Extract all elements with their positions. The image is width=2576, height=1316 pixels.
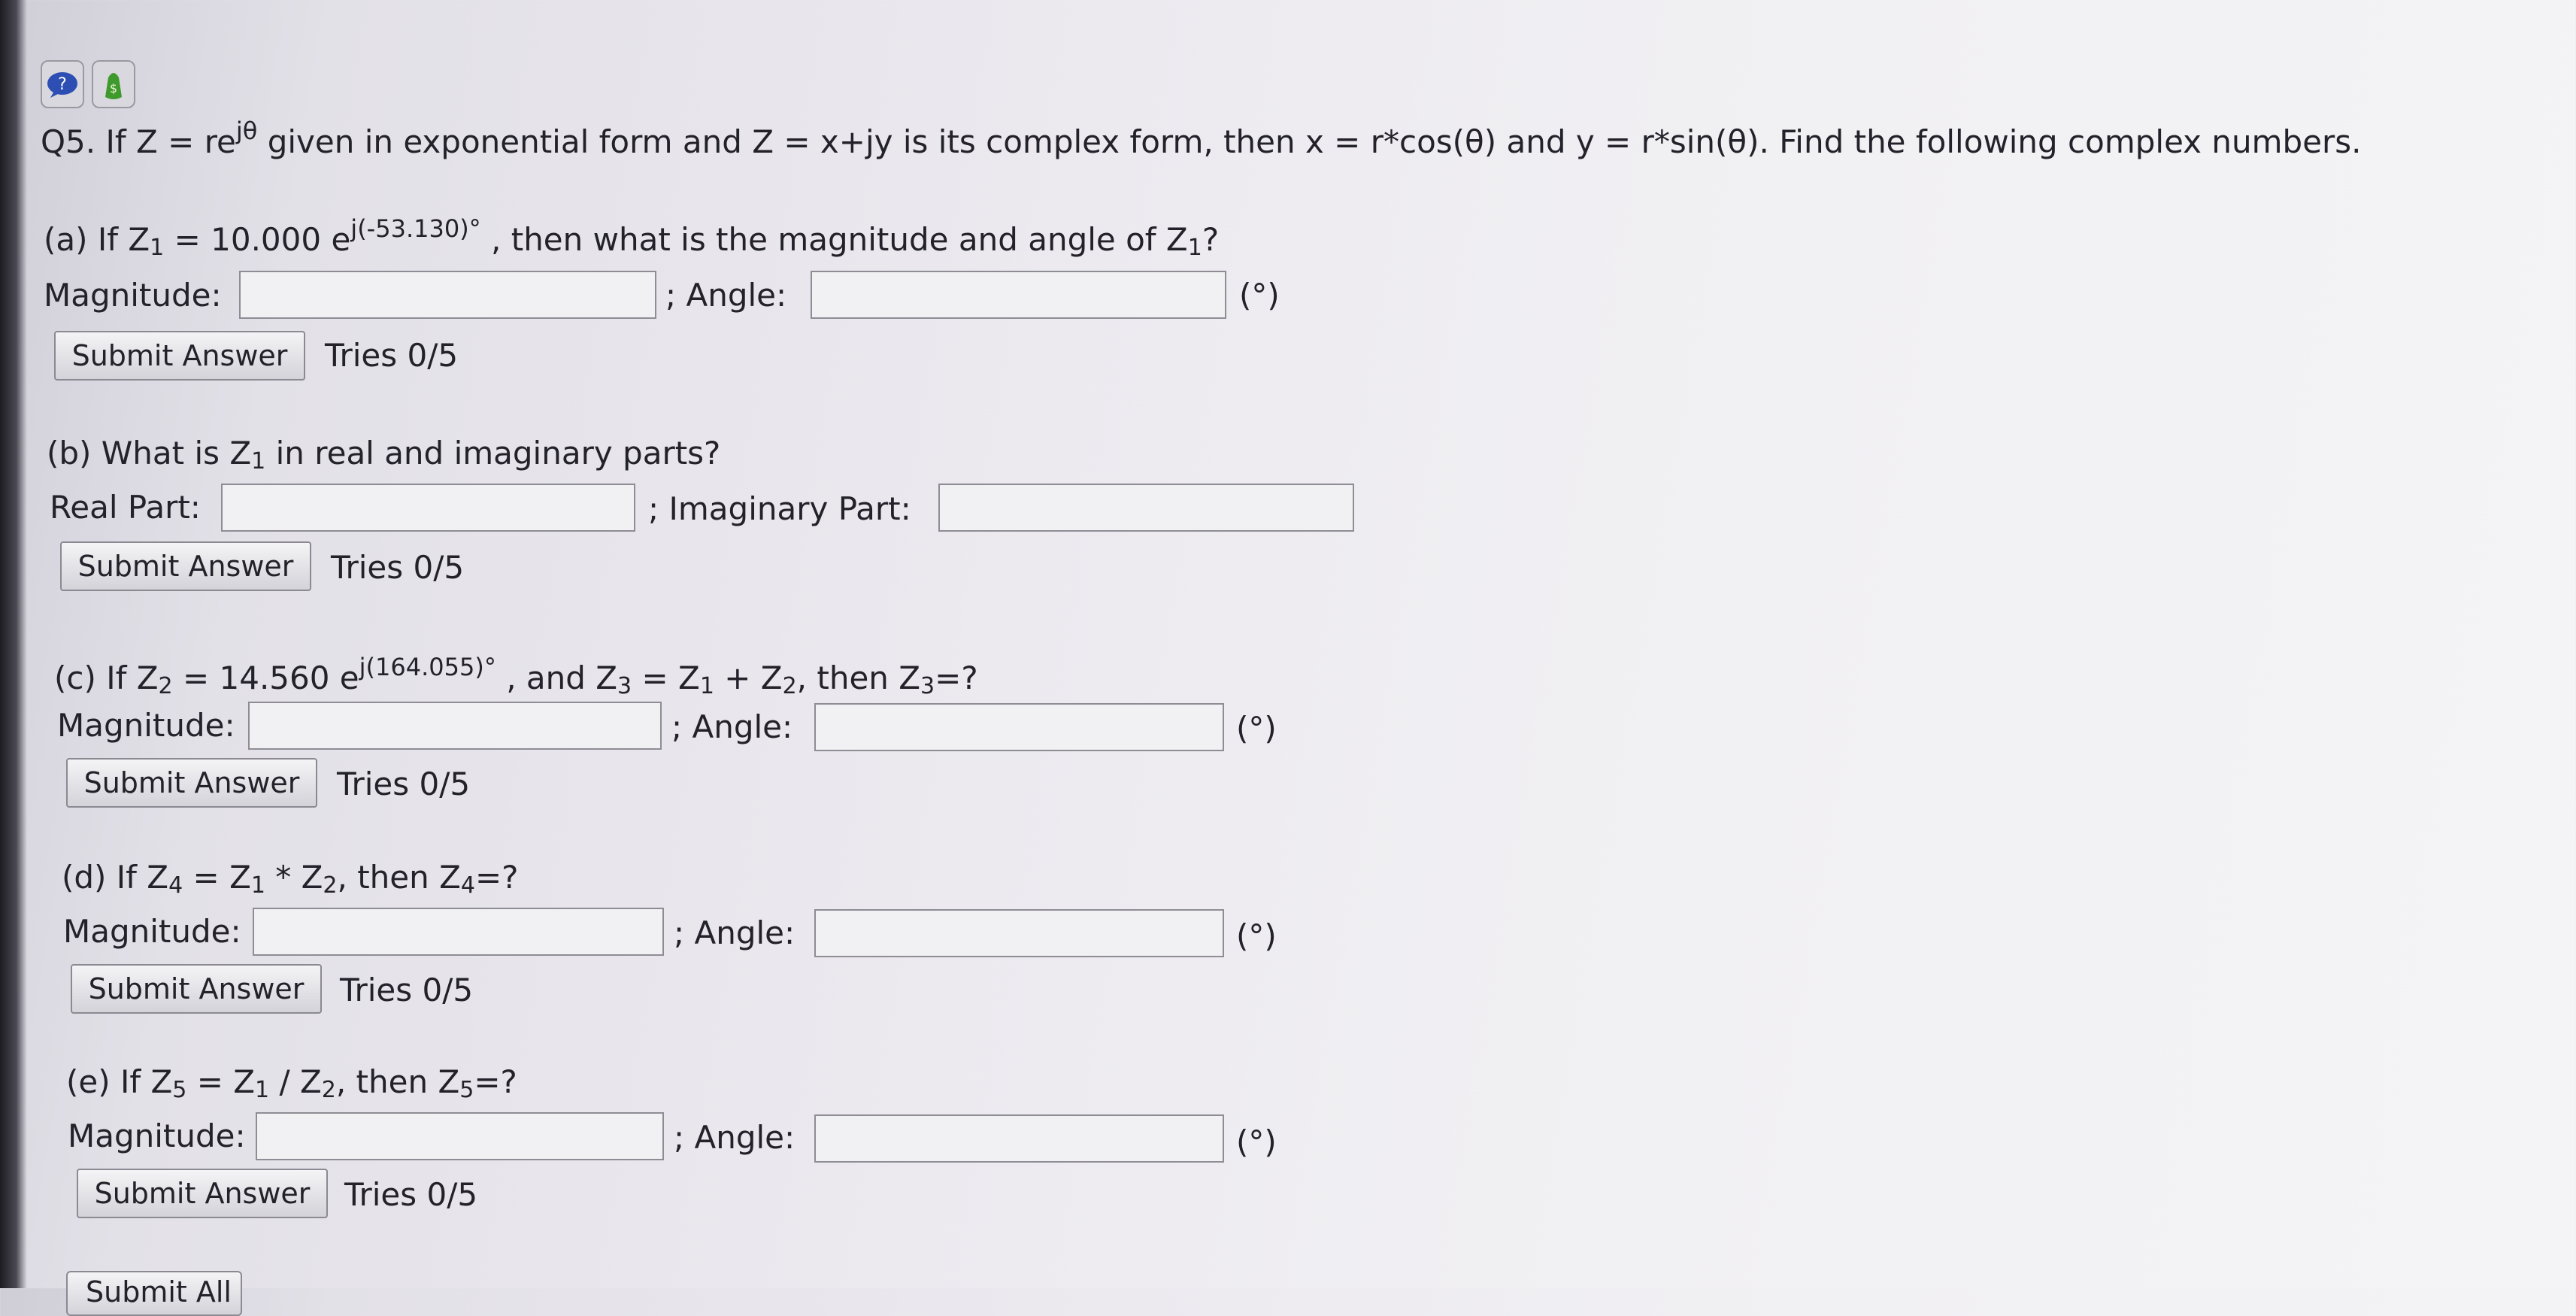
part-d-angle-input[interactable] bbox=[814, 909, 1224, 957]
part-d-submit-button[interactable]: Submit Answer bbox=[71, 964, 322, 1014]
real-part-label: Real Part: bbox=[50, 489, 201, 526]
angle-label: ; Angle: bbox=[674, 1119, 796, 1156]
magnitude-label: Magnitude: bbox=[68, 1117, 246, 1154]
part-b-question: (b) What is $Z_1$ in real and imaginary parts? bbox=[47, 435, 721, 475]
part-e-question: (e) If $Z_5 = Z_1 / Z_2$, then $Z_5=$? bbox=[66, 1063, 517, 1103]
part-e-angle-input[interactable] bbox=[814, 1114, 1224, 1163]
part-c-magnitude-input[interactable] bbox=[248, 702, 662, 750]
degree-unit: (°) bbox=[1236, 917, 1277, 954]
magnitude-label: Magnitude: bbox=[57, 707, 235, 744]
part-a-magnitude-input[interactable] bbox=[239, 271, 656, 319]
submit-all-button[interactable]: Submit All bbox=[66, 1271, 242, 1316]
magnitude-label: Magnitude: bbox=[63, 913, 241, 950]
part-a-submit-button[interactable]: Submit Answer bbox=[54, 331, 305, 381]
angle-label: ; Angle: bbox=[665, 277, 787, 314]
part-d-magnitude-input[interactable] bbox=[253, 908, 664, 956]
svg-text:?: ? bbox=[58, 75, 67, 94]
part-e-submit-button[interactable]: Submit Answer bbox=[77, 1169, 328, 1218]
svg-text:$: $ bbox=[109, 81, 118, 96]
part-c-question: (c) If $Z_2 = 14.560$ $e^{j(164.055)^\circ}$ , and $Z_3 = Z_1 + Z_2$, then $Z_3=$? bbox=[54, 653, 978, 699]
part-b-imaginary-input[interactable] bbox=[938, 484, 1354, 532]
part-d-tries: Tries 0/5 bbox=[340, 972, 474, 1008]
degree-unit: (°) bbox=[1239, 277, 1280, 314]
degree-unit: (°) bbox=[1236, 710, 1277, 747]
screen-bezel bbox=[0, 0, 27, 1288]
part-a-question: (a) If $Z_1 = 10.000$ $e^{j(-53.130)^\circ}$ , then what is the magnitude and angle of $Z_1$? bbox=[44, 214, 1220, 261]
question-text: Q5. If $Z = re^{j\theta}$ given in exponential form and Z = x+jy is its complex form, then x = r*cos(θ) and y = r*sin(θ). Find the following complex numbers. bbox=[41, 117, 2362, 160]
angle-label: ; Angle: bbox=[674, 914, 796, 951]
part-a-angle-input[interactable] bbox=[811, 271, 1226, 319]
hint-icon[interactable] bbox=[92, 60, 135, 108]
magnitude-label: Magnitude: bbox=[44, 277, 222, 314]
part-e-magnitude-input[interactable] bbox=[256, 1112, 664, 1160]
part-b-tries: Tries 0/5 bbox=[331, 549, 465, 586]
imaginary-part-label: ; Imaginary Part: bbox=[648, 490, 911, 527]
part-c-tries: Tries 0/5 bbox=[337, 766, 471, 802]
part-c-submit-button[interactable]: Submit Answer bbox=[66, 758, 317, 808]
angle-label: ; Angle: bbox=[671, 708, 793, 745]
part-d-question: (d) If $Z_4 = Z_1 * Z_2$, then $Z_4=$? bbox=[62, 859, 519, 899]
toolbar-icons bbox=[41, 60, 135, 114]
part-b-submit-button[interactable]: Submit Answer bbox=[60, 541, 311, 591]
part-c-angle-input[interactable] bbox=[814, 703, 1224, 751]
part-a-tries: Tries 0/5 bbox=[325, 337, 459, 374]
part-b-real-input[interactable] bbox=[221, 484, 635, 532]
help-icon[interactable] bbox=[41, 60, 84, 108]
part-e-tries: Tries 0/5 bbox=[344, 1176, 478, 1213]
degree-unit: (°) bbox=[1236, 1123, 1277, 1160]
